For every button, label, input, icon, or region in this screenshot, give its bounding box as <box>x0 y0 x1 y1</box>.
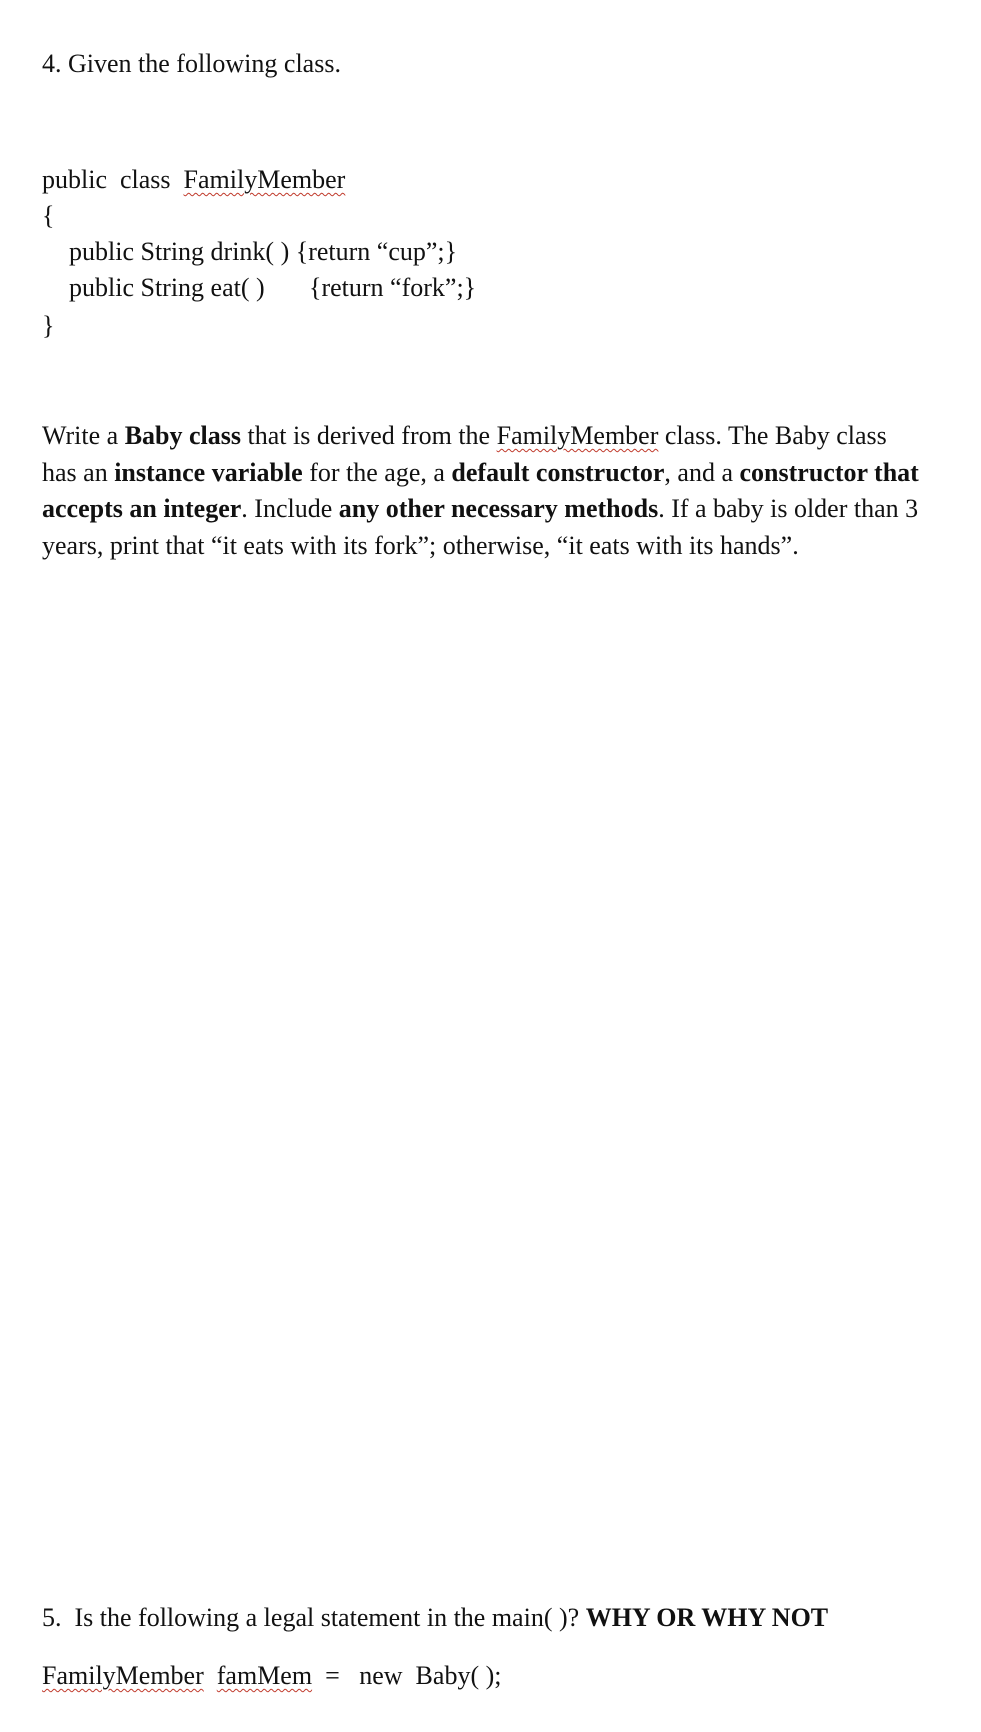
prompt-bold-baby-class: Baby class <box>124 421 241 450</box>
code-eat-method <box>69 272 477 303</box>
question-5-bold: WHY OR WHY NOT <box>585 1603 829 1632</box>
prompt-line-2 <box>42 455 962 492</box>
prompt-bold-other-methods: any other necessary methods <box>338 494 659 523</box>
code-variable-name: famMem <box>216 1661 313 1690</box>
prompt-text: for the age, a <box>302 457 452 487</box>
prompt-text: class. The Baby class <box>658 421 887 450</box>
code-type-name: FamilyMember <box>42 1661 204 1690</box>
prompt-text: has an <box>42 457 115 487</box>
code-class-name: FamilyMember <box>183 165 346 194</box>
prompt-bold-default-constructor: default constructor <box>451 457 665 487</box>
code-drink-method: public String drink( ) {return “cup”;} <box>69 237 458 266</box>
question-5-code <box>42 1660 501 1691</box>
question-4-prompt <box>42 418 962 564</box>
prompt-class-name: FamilyMember <box>496 421 659 450</box>
prompt-text: that is derived from the <box>241 421 497 450</box>
prompt-text: Write a <box>42 421 125 450</box>
prompt-line-1 <box>42 418 962 455</box>
code-eat-signature: public String eat( ) <box>69 273 265 302</box>
prompt-bold-instance-variable: instance variable <box>114 457 303 487</box>
code-eat-return: {return “fork”;} <box>309 273 477 302</box>
prompt-bold-constructor-that: constructor that <box>739 457 919 487</box>
question-4-title: 4. Given the following class. <box>42 49 341 78</box>
question-5-title <box>42 1602 828 1633</box>
code-class-header <box>42 164 345 195</box>
prompt-line-4: years, print that “it eats with its fork”; otherwise, “it eats with its hands”. <box>42 530 799 560</box>
code-header-keywords: public class <box>42 165 184 194</box>
prompt-text: . If a baby is older than 3 <box>658 494 919 523</box>
prompt-bold-accepts-integer: accepts an integer <box>42 494 242 523</box>
question-5-text: 5. Is the following a legal statement in the main( )? <box>42 1603 586 1632</box>
code-assignment: = new Baby( ); <box>312 1661 502 1690</box>
prompt-text: , and a <box>664 457 740 487</box>
prompt-text: . Include <box>241 494 339 523</box>
prompt-line-3 <box>42 491 962 528</box>
code-close-brace: } <box>42 311 55 340</box>
code-open-brace: { <box>42 201 55 230</box>
